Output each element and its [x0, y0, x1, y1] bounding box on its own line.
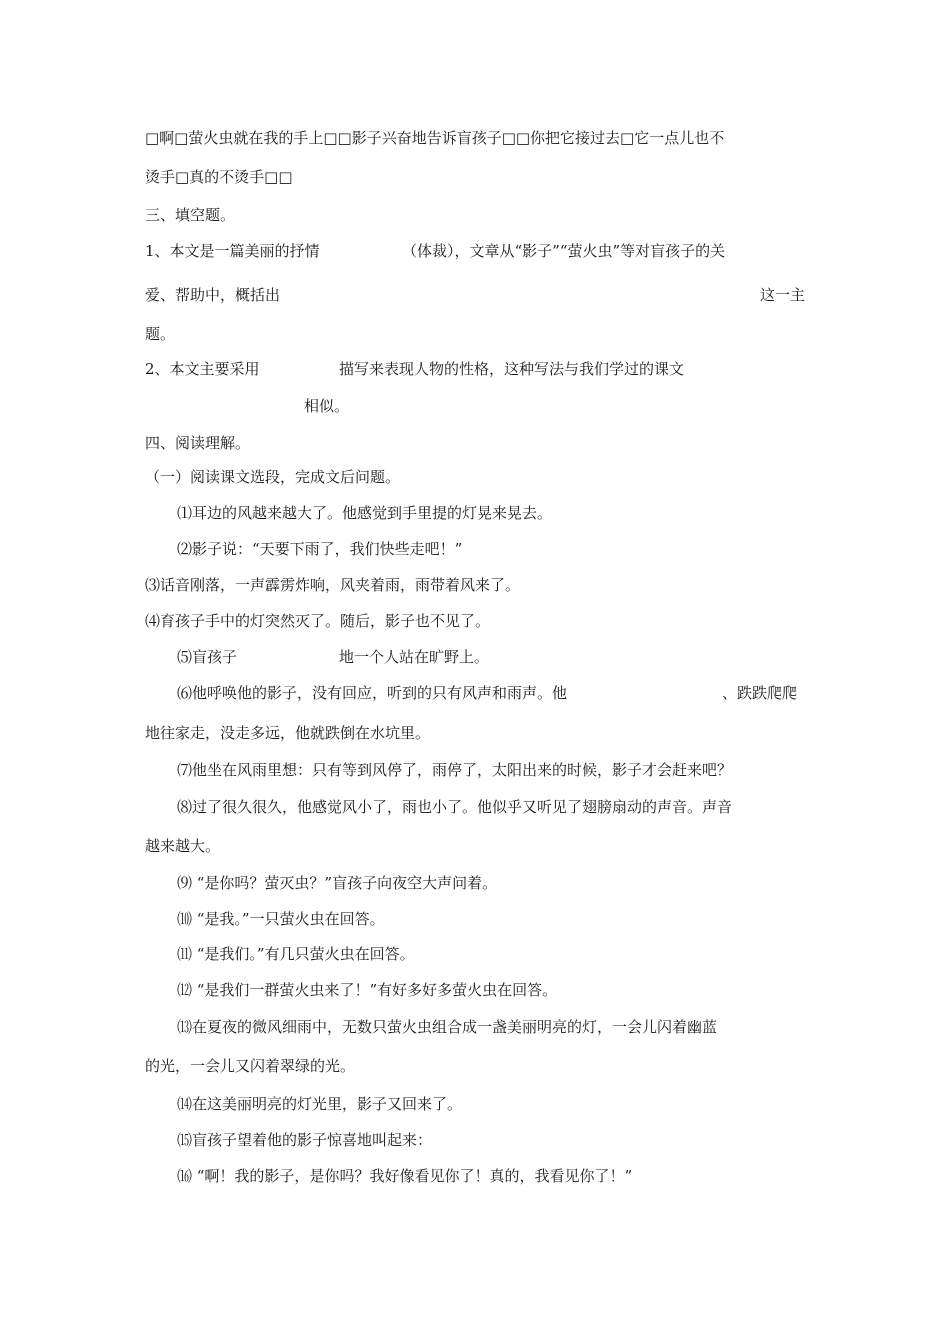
question-2-line-end: 相似。	[304, 397, 350, 415]
passage-line: ⒃ “啊！我的影子，是你吗？我好像看见你了！真的，我看见你了！”	[177, 1167, 633, 1185]
paragraph-line: 烫手□真的不烫手□□	[145, 168, 293, 186]
passage-line: ⑶话音刚落，一声霹雳炸响，风夹着雨，雨带着风来了。	[145, 576, 521, 594]
passage-line: ⑺他坐在风雨里想：只有等到风停了，雨停了，太阳出来的时候，影子才会赶来吧？	[177, 761, 733, 779]
subsection-heading: （一）阅读课文选段，完成文后问题。	[145, 468, 401, 486]
question-1-line: 1、本文是一篇美丽的抒情	[145, 242, 320, 260]
section-heading: 三、填空题。	[145, 206, 236, 224]
question-2-line-cont: 描写来表现人物的性格，这种写法与我们学过的课文	[339, 360, 685, 378]
passage-line-cont: 、跌跌爬爬	[722, 684, 798, 702]
passage-line: ⑵影子说：“天要下雨了，我们快些走吧！”	[177, 540, 463, 558]
passage-line: ⑴耳边的风越来越大了。他感觉到手里提的灯晃来晃去。	[177, 504, 553, 522]
passage-line: ⒁在这美丽明亮的灯光里，影子又回来了。	[177, 1095, 463, 1113]
section-heading: 四、阅读理解。	[145, 434, 251, 452]
question-1-line-end: 这一主	[760, 286, 806, 304]
passage-line: ⑻过了很久很久，他感觉风小了，雨也小了。他似乎又听见了翅膀扇动的声音。声音	[177, 798, 733, 816]
question-1-line-cont: （体裁），文章从“影子”“萤火虫”等对盲孩子的关	[402, 242, 726, 260]
passage-line: ⒂盲孩子望着他的影子惊喜地叫起来：	[177, 1131, 433, 1149]
passage-line: 的光，一会儿又闪着翠绿的光。	[145, 1057, 356, 1075]
question-1-line: 爱、帮助中，概括出	[145, 286, 281, 304]
passage-line: 越来越大。	[145, 837, 221, 855]
passage-line: ⑷育孩子手中的灯突然灭了。随后，影子也不见了。	[145, 612, 491, 630]
passage-line: ⒀在夏夜的微风细雨中，无数只萤火虫组合成一盏美丽明亮的灯，一会儿闪着幽蓝	[177, 1018, 718, 1036]
passage-line-cont: 地一个人站在旷野上。	[339, 648, 490, 666]
question-1-line: 题。	[145, 325, 176, 343]
passage-line: ⑹他呼唤他的影子，没有回应，听到的只有风声和雨声。他	[177, 684, 568, 702]
passage-line: 地往家走，没走多远，他就跌倒在水坑里。	[145, 724, 431, 742]
passage-line: ⑽ “是我。”一只萤火虫在回答。	[177, 910, 385, 928]
paragraph-line: □啊□萤火虫就在我的手上□□影子兴奋地告诉盲孩子□□你把它接过去□它一点儿也不	[145, 129, 725, 147]
passage-line: ⑿ “是我们一群萤火虫来了！”有好多好多萤火虫在回答。	[177, 981, 558, 999]
passage-line: ⑸盲孩子	[177, 648, 238, 666]
passage-line: ⑾ “是我们。”有几只萤火虫在回答。	[177, 945, 415, 963]
passage-line: ⑼ “是你吗？萤灭虫？”盲孩子向夜空大声问着。	[177, 874, 498, 892]
question-2-line: 2、本文主要采用	[145, 360, 260, 378]
